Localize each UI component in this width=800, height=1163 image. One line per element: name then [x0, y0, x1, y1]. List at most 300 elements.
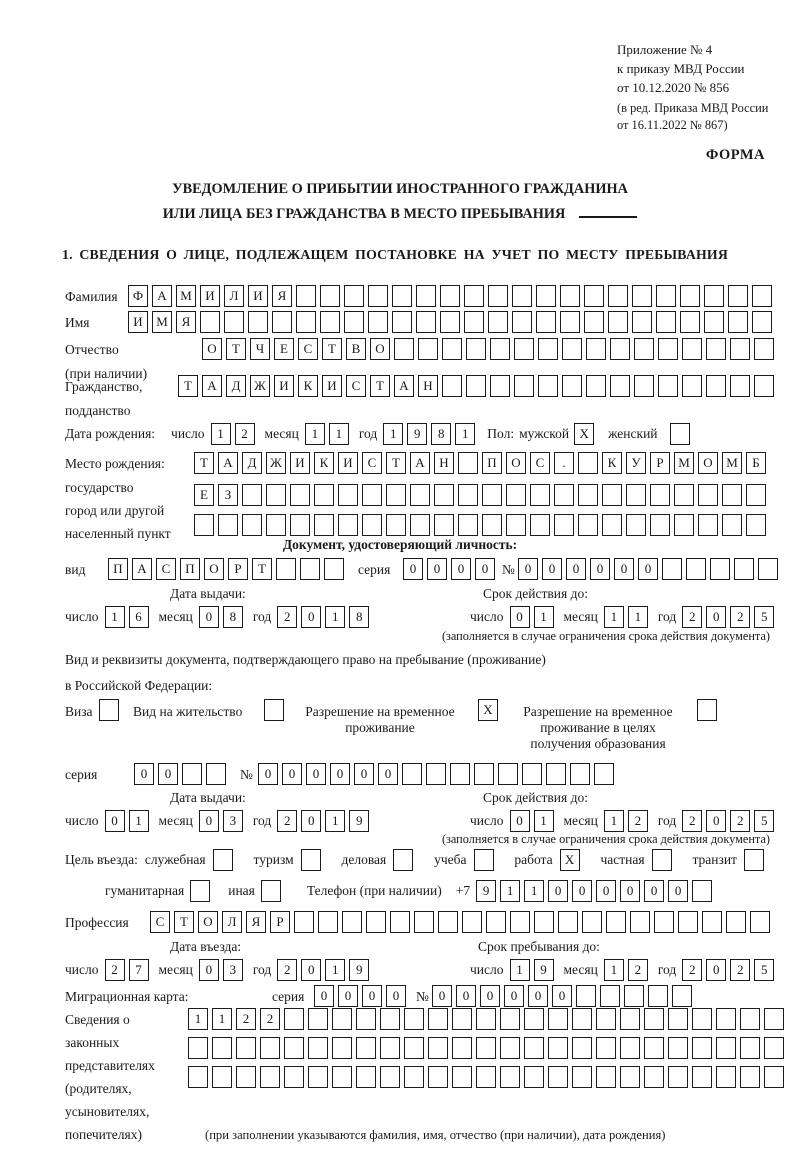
char-cell[interactable] [740, 1008, 760, 1030]
char-cell[interactable] [442, 375, 462, 397]
char-cell[interactable] [746, 484, 766, 506]
char-cell[interactable]: М [674, 452, 694, 474]
char-cell[interactable]: П [108, 558, 128, 580]
char-cell[interactable]: К [314, 452, 334, 474]
char-cell[interactable]: 2 [277, 810, 297, 832]
char-cell[interactable] [300, 558, 320, 580]
char-cell[interactable] [558, 911, 578, 933]
doc-issue-year-cells[interactable] [277, 606, 369, 628]
char-cell[interactable] [536, 311, 556, 333]
char-cell[interactable] [438, 911, 458, 933]
char-cell[interactable]: 2 [682, 959, 702, 981]
char-cell[interactable] [314, 484, 334, 506]
char-cell[interactable] [182, 763, 202, 785]
char-cell[interactable] [538, 375, 558, 397]
char-cell[interactable] [746, 514, 766, 536]
char-cell[interactable] [476, 1008, 496, 1030]
char-cell[interactable] [462, 911, 482, 933]
char-cell[interactable]: 0 [362, 985, 382, 1007]
char-cell[interactable]: 2 [730, 606, 750, 628]
char-cell[interactable]: 1 [211, 423, 231, 445]
char-cell[interactable]: М [722, 452, 742, 474]
stay-day-cells[interactable] [510, 959, 554, 981]
char-cell[interactable]: 0 [552, 985, 572, 1007]
char-cell[interactable]: 0 [386, 985, 406, 1007]
char-cell[interactable]: 0 [338, 985, 358, 1007]
char-cell[interactable] [404, 1066, 424, 1088]
char-cell[interactable]: О [202, 338, 222, 360]
char-cell[interactable] [560, 285, 580, 307]
char-cell[interactable] [750, 911, 770, 933]
char-cell[interactable] [212, 1066, 232, 1088]
char-cell[interactable] [426, 763, 446, 785]
char-cell[interactable]: Т [386, 452, 406, 474]
char-cell[interactable] [578, 484, 598, 506]
char-cell[interactable] [740, 1066, 760, 1088]
given-name-cells[interactable] [128, 311, 772, 333]
char-cell[interactable] [576, 985, 596, 1007]
char-cell[interactable] [608, 311, 628, 333]
char-cell[interactable] [554, 514, 574, 536]
char-cell[interactable] [332, 1037, 352, 1059]
char-cell[interactable]: 0 [706, 606, 726, 628]
char-cell[interactable] [578, 514, 598, 536]
char-cell[interactable]: О [506, 452, 526, 474]
char-cell[interactable] [344, 285, 364, 307]
char-cell[interactable] [290, 484, 310, 506]
char-cell[interactable] [600, 985, 620, 1007]
char-cell[interactable]: 9 [349, 959, 369, 981]
char-cell[interactable]: 1 [604, 810, 624, 832]
char-cell[interactable] [390, 911, 410, 933]
char-cell[interactable]: 1 [604, 959, 624, 981]
char-cell[interactable]: 1 [534, 810, 554, 832]
temp-residence-education-option-checkbox[interactable] [697, 699, 717, 721]
char-cell[interactable]: 0 [282, 763, 302, 785]
char-cell[interactable] [440, 311, 460, 333]
char-cell[interactable]: 0 [548, 880, 568, 902]
purpose-work-checkbox[interactable]: X [560, 849, 580, 871]
char-cell[interactable] [650, 484, 670, 506]
char-cell[interactable]: С [150, 911, 170, 933]
char-cell[interactable] [416, 285, 436, 307]
char-cell[interactable] [428, 1008, 448, 1030]
char-cell[interactable] [338, 484, 358, 506]
char-cell[interactable] [476, 1037, 496, 1059]
entry-day-cells[interactable] [105, 959, 149, 981]
visa-option-checkbox[interactable] [99, 699, 119, 721]
char-cell[interactable] [500, 1037, 520, 1059]
doc-issue-month-cells[interactable] [199, 606, 243, 628]
char-cell[interactable]: 0 [518, 558, 538, 580]
char-cell[interactable]: 0 [504, 985, 524, 1007]
char-cell[interactable] [318, 911, 338, 933]
char-cell[interactable]: М [176, 285, 196, 307]
residence-series-cells[interactable] [134, 763, 226, 785]
stay-year-cells[interactable] [682, 959, 774, 981]
char-cell[interactable]: С [530, 452, 550, 474]
char-cell[interactable] [702, 911, 722, 933]
char-cell[interactable]: 1 [129, 810, 149, 832]
char-cell[interactable]: 9 [349, 810, 369, 832]
char-cell[interactable]: 9 [476, 880, 496, 902]
char-cell[interactable]: 0 [456, 985, 476, 1007]
char-cell[interactable]: Р [270, 911, 290, 933]
char-cell[interactable] [188, 1037, 208, 1059]
char-cell[interactable]: 1 [329, 423, 349, 445]
char-cell[interactable] [538, 338, 558, 360]
char-cell[interactable] [752, 311, 772, 333]
char-cell[interactable]: 0 [542, 558, 562, 580]
char-cell[interactable]: С [362, 452, 382, 474]
char-cell[interactable] [522, 763, 542, 785]
char-cell[interactable]: 0 [590, 558, 610, 580]
char-cell[interactable] [602, 514, 622, 536]
char-cell[interactable]: И [338, 452, 358, 474]
profession-cells[interactable] [150, 911, 770, 933]
char-cell[interactable] [442, 338, 462, 360]
char-cell[interactable]: С [156, 558, 176, 580]
temp-residence-option-checkbox[interactable]: X [478, 699, 498, 721]
char-cell[interactable] [754, 338, 774, 360]
char-cell[interactable]: 2 [236, 1008, 256, 1030]
char-cell[interactable]: Д [226, 375, 246, 397]
doc-valid-month-cells[interactable] [604, 606, 648, 628]
char-cell[interactable]: Л [224, 285, 244, 307]
char-cell[interactable] [722, 514, 742, 536]
char-cell[interactable] [458, 514, 478, 536]
char-cell[interactable] [464, 285, 484, 307]
char-cell[interactable]: В [346, 338, 366, 360]
char-cell[interactable] [634, 375, 654, 397]
char-cell[interactable]: 2 [277, 606, 297, 628]
birth-month-cells[interactable] [305, 423, 349, 445]
migration-series-cells[interactable] [314, 985, 406, 1007]
char-cell[interactable] [416, 311, 436, 333]
char-cell[interactable]: У [626, 452, 646, 474]
char-cell[interactable] [458, 484, 478, 506]
char-cell[interactable]: 2 [730, 959, 750, 981]
char-cell[interactable]: О [204, 558, 224, 580]
patronymic-cells[interactable] [202, 338, 774, 360]
char-cell[interactable]: 0 [528, 985, 548, 1007]
char-cell[interactable] [656, 311, 676, 333]
char-cell[interactable] [380, 1008, 400, 1030]
char-cell[interactable]: 0 [105, 810, 125, 832]
char-cell[interactable]: 0 [403, 558, 423, 580]
char-cell[interactable]: 0 [301, 606, 321, 628]
char-cell[interactable]: К [602, 452, 622, 474]
representatives-cells-row2[interactable] [188, 1037, 784, 1059]
migration-number-cells[interactable] [432, 985, 692, 1007]
char-cell[interactable] [584, 285, 604, 307]
char-cell[interactable] [242, 514, 262, 536]
char-cell[interactable]: 0 [706, 810, 726, 832]
char-cell[interactable]: 1 [500, 880, 520, 902]
char-cell[interactable]: 9 [534, 959, 554, 981]
char-cell[interactable]: О [370, 338, 390, 360]
char-cell[interactable] [560, 311, 580, 333]
char-cell[interactable]: 1 [628, 606, 648, 628]
char-cell[interactable]: 0 [668, 880, 688, 902]
residence-issue-month-cells[interactable] [199, 810, 243, 832]
char-cell[interactable]: Т [322, 338, 342, 360]
char-cell[interactable]: 0 [620, 880, 640, 902]
char-cell[interactable]: 0 [199, 959, 219, 981]
char-cell[interactable]: 0 [706, 959, 726, 981]
char-cell[interactable] [290, 514, 310, 536]
gender-female-checkbox[interactable] [670, 423, 690, 445]
char-cell[interactable] [344, 311, 364, 333]
representatives-cells-row1[interactable] [188, 1008, 784, 1030]
char-cell[interactable] [212, 1037, 232, 1059]
char-cell[interactable]: Т [174, 911, 194, 933]
char-cell[interactable]: 0 [644, 880, 664, 902]
birth-place-cells-row3[interactable] [194, 514, 766, 536]
char-cell[interactable] [332, 1066, 352, 1088]
char-cell[interactable]: 0 [510, 606, 530, 628]
char-cell[interactable] [418, 338, 438, 360]
char-cell[interactable] [534, 911, 554, 933]
char-cell[interactable]: К [298, 375, 318, 397]
char-cell[interactable] [236, 1066, 256, 1088]
char-cell[interactable]: Ф [128, 285, 148, 307]
char-cell[interactable] [260, 1066, 280, 1088]
char-cell[interactable]: 2 [628, 810, 648, 832]
char-cell[interactable] [626, 514, 646, 536]
char-cell[interactable]: И [322, 375, 342, 397]
char-cell[interactable]: О [198, 911, 218, 933]
char-cell[interactable]: 1 [325, 810, 345, 832]
purpose-humanitarian-checkbox[interactable] [190, 880, 210, 902]
char-cell[interactable]: З [218, 484, 238, 506]
char-cell[interactable] [428, 1037, 448, 1059]
char-cell[interactable] [644, 1066, 664, 1088]
entry-year-cells[interactable] [277, 959, 369, 981]
char-cell[interactable] [716, 1066, 736, 1088]
char-cell[interactable] [356, 1008, 376, 1030]
char-cell[interactable]: П [180, 558, 200, 580]
char-cell[interactable]: Т [252, 558, 272, 580]
char-cell[interactable] [610, 338, 630, 360]
char-cell[interactable]: 0 [475, 558, 495, 580]
char-cell[interactable] [678, 911, 698, 933]
char-cell[interactable] [734, 558, 754, 580]
char-cell[interactable] [682, 338, 702, 360]
char-cell[interactable] [716, 1037, 736, 1059]
char-cell[interactable] [490, 375, 510, 397]
char-cell[interactable]: И [248, 285, 268, 307]
char-cell[interactable] [356, 1037, 376, 1059]
char-cell[interactable]: 1 [188, 1008, 208, 1030]
char-cell[interactable]: 0 [596, 880, 616, 902]
char-cell[interactable] [706, 375, 726, 397]
char-cell[interactable] [578, 452, 598, 474]
char-cell[interactable] [482, 484, 502, 506]
char-cell[interactable] [506, 514, 526, 536]
char-cell[interactable] [410, 514, 430, 536]
char-cell[interactable]: Е [274, 338, 294, 360]
char-cell[interactable]: 0 [258, 763, 278, 785]
char-cell[interactable] [524, 1008, 544, 1030]
char-cell[interactable] [570, 763, 590, 785]
char-cell[interactable]: А [410, 452, 430, 474]
char-cell[interactable] [730, 338, 750, 360]
char-cell[interactable] [692, 880, 712, 902]
char-cell[interactable] [632, 311, 652, 333]
char-cell[interactable] [764, 1066, 784, 1088]
char-cell[interactable] [524, 1066, 544, 1088]
char-cell[interactable] [668, 1066, 688, 1088]
char-cell[interactable] [500, 1066, 520, 1088]
char-cell[interactable]: 1 [534, 606, 554, 628]
char-cell[interactable]: 0 [638, 558, 658, 580]
char-cell[interactable]: И [128, 311, 148, 333]
birth-year-cells[interactable] [383, 423, 475, 445]
char-cell[interactable] [452, 1008, 472, 1030]
residence-valid-day-cells[interactable] [510, 810, 554, 832]
char-cell[interactable]: 0 [301, 810, 321, 832]
char-cell[interactable] [654, 911, 674, 933]
char-cell[interactable] [656, 285, 676, 307]
char-cell[interactable]: 0 [427, 558, 447, 580]
char-cell[interactable] [500, 1008, 520, 1030]
char-cell[interactable] [260, 1037, 280, 1059]
entry-month-cells[interactable] [199, 959, 243, 981]
char-cell[interactable] [414, 911, 434, 933]
char-cell[interactable] [536, 285, 556, 307]
char-cell[interactable] [386, 514, 406, 536]
doc-valid-year-cells[interactable] [682, 606, 774, 628]
char-cell[interactable]: 2 [105, 959, 125, 981]
char-cell[interactable] [680, 285, 700, 307]
char-cell[interactable] [606, 911, 626, 933]
char-cell[interactable] [272, 311, 292, 333]
char-cell[interactable] [450, 763, 470, 785]
char-cell[interactable] [242, 484, 262, 506]
char-cell[interactable]: 0 [330, 763, 350, 785]
char-cell[interactable] [698, 514, 718, 536]
char-cell[interactable]: А [202, 375, 222, 397]
char-cell[interactable] [584, 311, 604, 333]
char-cell[interactable]: Я [272, 285, 292, 307]
char-cell[interactable] [314, 514, 334, 536]
char-cell[interactable] [276, 558, 296, 580]
char-cell[interactable]: Н [418, 375, 438, 397]
char-cell[interactable] [490, 338, 510, 360]
char-cell[interactable] [582, 911, 602, 933]
char-cell[interactable]: 1 [325, 959, 345, 981]
char-cell[interactable]: 0 [572, 880, 592, 902]
residence-issue-year-cells[interactable] [277, 810, 369, 832]
gender-male-checkbox[interactable]: X [574, 423, 594, 445]
char-cell[interactable]: 0 [134, 763, 154, 785]
char-cell[interactable] [514, 338, 534, 360]
char-cell[interactable]: 0 [158, 763, 178, 785]
char-cell[interactable] [586, 338, 606, 360]
purpose-other-checkbox[interactable] [261, 880, 281, 902]
char-cell[interactable]: Н [434, 452, 454, 474]
char-cell[interactable] [320, 285, 340, 307]
phone-cells[interactable] [476, 880, 712, 902]
char-cell[interactable]: Я [246, 911, 266, 933]
char-cell[interactable] [562, 375, 582, 397]
char-cell[interactable] [754, 375, 774, 397]
char-cell[interactable]: 0 [510, 810, 530, 832]
char-cell[interactable] [608, 285, 628, 307]
doc-kind-cells[interactable] [108, 558, 344, 580]
char-cell[interactable] [530, 484, 550, 506]
char-cell[interactable]: 0 [199, 810, 219, 832]
char-cell[interactable] [596, 1066, 616, 1088]
char-cell[interactable] [194, 514, 214, 536]
char-cell[interactable] [284, 1037, 304, 1059]
char-cell[interactable] [630, 911, 650, 933]
char-cell[interactable] [668, 1037, 688, 1059]
doc-number-cells[interactable] [518, 558, 778, 580]
char-cell[interactable] [562, 338, 582, 360]
char-cell[interactable]: 8 [431, 423, 451, 445]
char-cell[interactable] [530, 514, 550, 536]
char-cell[interactable]: С [298, 338, 318, 360]
char-cell[interactable] [572, 1066, 592, 1088]
char-cell[interactable]: 0 [199, 606, 219, 628]
char-cell[interactable] [674, 514, 694, 536]
char-cell[interactable]: С [346, 375, 366, 397]
char-cell[interactable] [602, 484, 622, 506]
char-cell[interactable] [380, 1037, 400, 1059]
char-cell[interactable] [686, 558, 706, 580]
char-cell[interactable]: 2 [628, 959, 648, 981]
char-cell[interactable]: 8 [349, 606, 369, 628]
char-cell[interactable]: Д [242, 452, 262, 474]
char-cell[interactable]: 0 [566, 558, 586, 580]
char-cell[interactable]: 0 [432, 985, 452, 1007]
char-cell[interactable]: 3 [223, 810, 243, 832]
char-cell[interactable] [620, 1008, 640, 1030]
purpose-official-checkbox[interactable] [213, 849, 233, 871]
char-cell[interactable]: А [132, 558, 152, 580]
char-cell[interactable] [758, 558, 778, 580]
char-cell[interactable] [434, 514, 454, 536]
char-cell[interactable] [324, 558, 344, 580]
purpose-private-checkbox[interactable] [652, 849, 672, 871]
char-cell[interactable] [488, 285, 508, 307]
purpose-business-checkbox[interactable] [393, 849, 413, 871]
char-cell[interactable]: Ж [266, 452, 286, 474]
char-cell[interactable] [342, 911, 362, 933]
char-cell[interactable]: 0 [354, 763, 374, 785]
char-cell[interactable] [692, 1066, 712, 1088]
char-cell[interactable]: Т [178, 375, 198, 397]
char-cell[interactable] [452, 1066, 472, 1088]
char-cell[interactable] [248, 311, 268, 333]
residence-valid-year-cells[interactable] [682, 810, 774, 832]
char-cell[interactable] [740, 1037, 760, 1059]
char-cell[interactable] [386, 484, 406, 506]
char-cell[interactable]: 1 [604, 606, 624, 628]
char-cell[interactable] [658, 375, 678, 397]
char-cell[interactable] [296, 311, 316, 333]
char-cell[interactable]: 0 [614, 558, 634, 580]
char-cell[interactable]: А [152, 285, 172, 307]
char-cell[interactable] [294, 911, 314, 933]
char-cell[interactable]: 1 [305, 423, 325, 445]
char-cell[interactable] [410, 484, 430, 506]
char-cell[interactable] [308, 1008, 328, 1030]
char-cell[interactable] [548, 1037, 568, 1059]
char-cell[interactable] [546, 763, 566, 785]
